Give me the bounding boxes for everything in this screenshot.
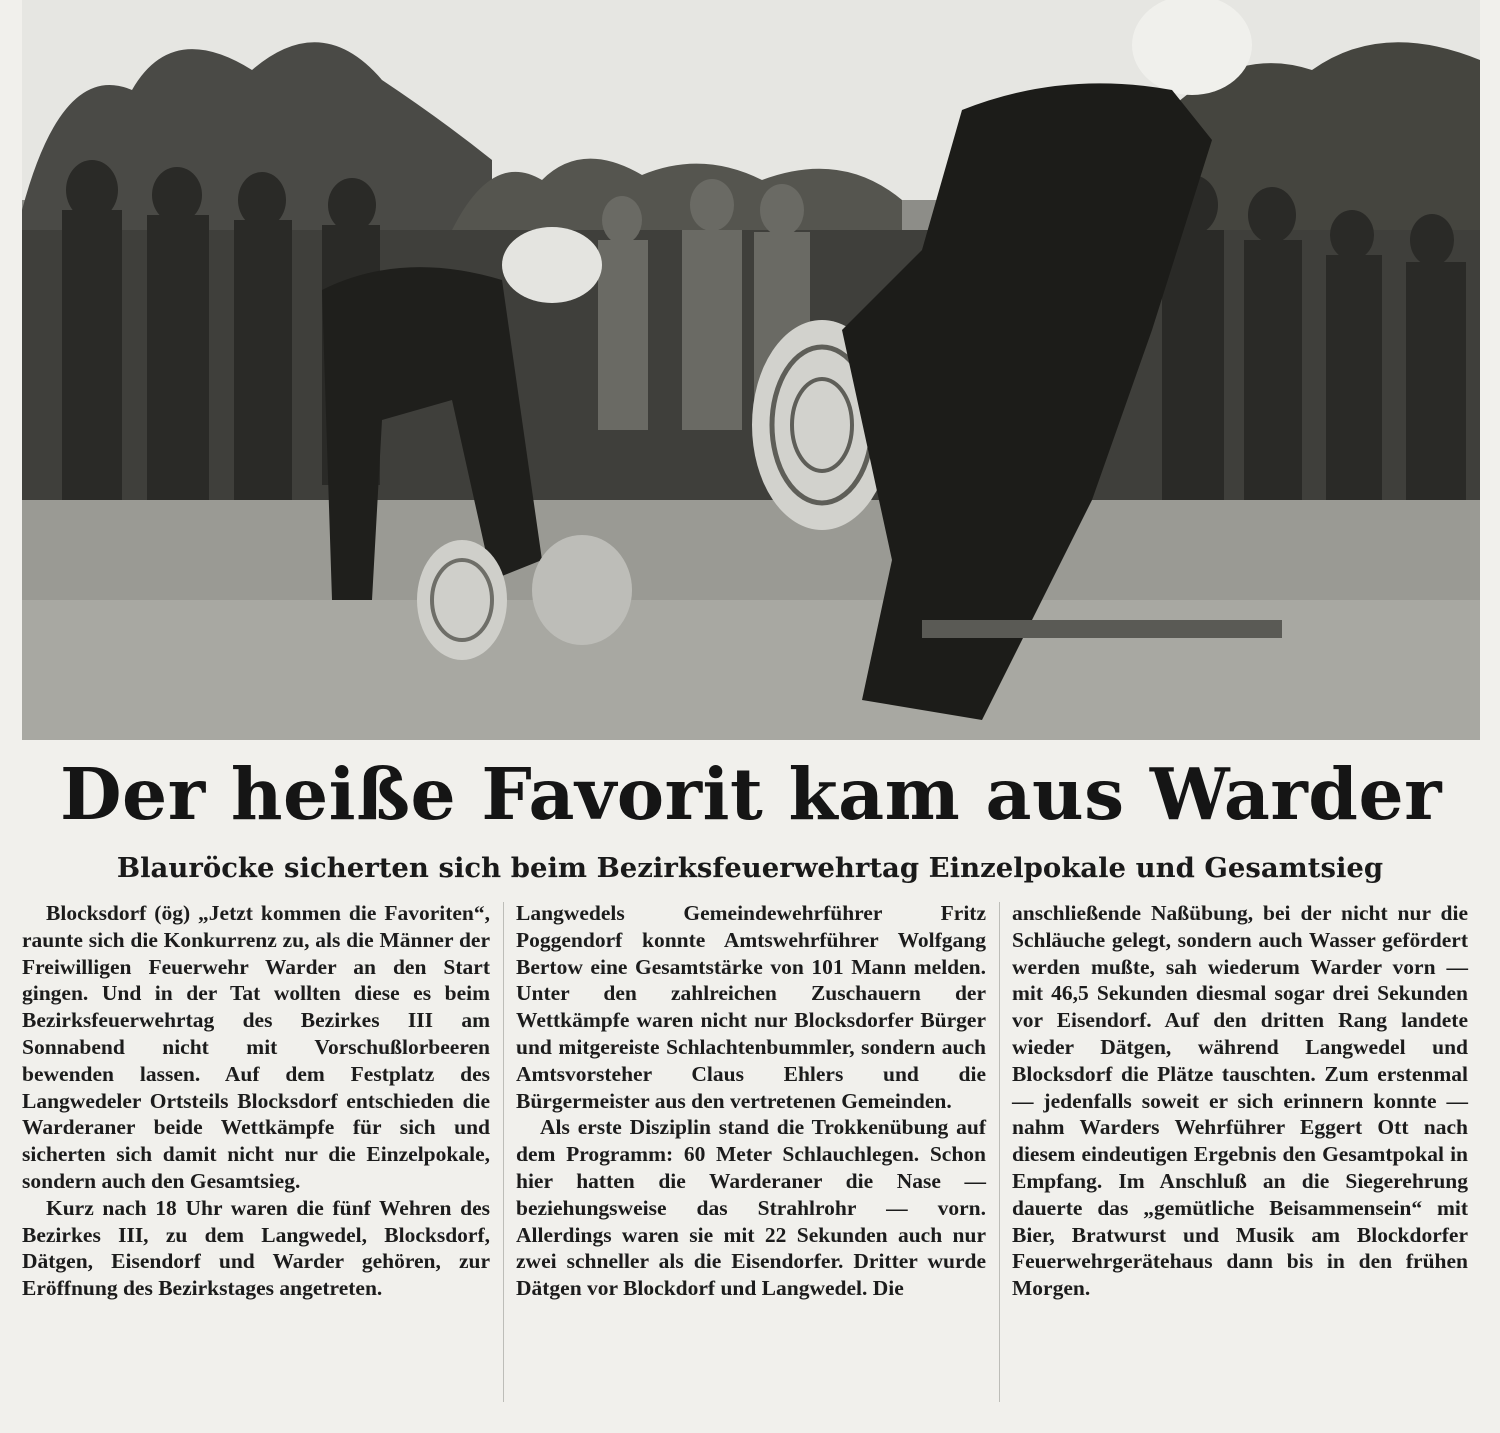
article-column-2 [516, 900, 986, 1302]
article-headline: Der heiße Favorit kam aus Warder [59, 752, 1443, 836]
column-divider [999, 902, 1000, 1402]
column-2-paragraph-2: Als erste Disziplin stand die Trokkenübung auf dem Programm: 60 Meter Schlauchlegen. Schon hier hatten die Warderaner die Nase — beziehungsweise das Strahlrohr — vorn. Allerdings waren sie mit 22 Sekunden auch nur zwei schneller als die Eisendorfer. Dritter wurde Dätgen vor Blockdorf und Langwedel. Die [516, 1115, 986, 1301]
news-photo [22, 0, 1480, 740]
column-1-paragraph-2: Kurz nach 18 Uhr waren die fünf Wehren des Bezirkes III, zu dem Langwedel, Blocksdorf, Dätgen, Eisendorf und Warder gehören, zur Eröffnung des Bezirkstages angetreten. [22, 1195, 490, 1301]
article-column-1 [22, 900, 490, 1302]
column-3-paragraph-1: anschließende Naßübung, bei der nicht nur die Schläuche gelegt, sondern auch Wasser gefördert werden mußte, sah wiederum Warder vorn — mit 46,5 Sekunden diesmal sogar drei Sekunden vor Eisendorf. Auf den dritten Rang landete wieder Dätgen, während Langwedel und Blocksdorf die Plätze tauschten. Zum erstenmal — jedenfalls soweit er sich erinnern konnte — nahm Warders Wehrführer Eggert Ott nach diesem eindeutigen Ergebnis den Gesamtpokal in Empfang. Im Anschluß an die Siegerehrung dauerte das „gemütliche Beisammensein“ mit Bier, Bratwurst und Musik am Blockdorfer Feuerwehrgerätehaus dann bis in den frühen Morgen. [1012, 901, 1468, 1301]
column-divider [503, 902, 504, 1402]
photo-illustration [22, 0, 1480, 740]
column-1-paragraph-1: Blocksdorf (ög) „Jetzt kommen die Favoriten“, raunte sich die Konkurrenz zu, als die Männer der Freiwilligen Feuerwehr Warder an den Start gingen. Und in der Tat wollten diese es beim Bezirksfeuerwehrtag des Bezirkes III am Sonnabend nicht mit Vorschußlorbeeren bewenden lassen. Auf dem Festplatz des Langwedeler Ortsteils Blocksdorf entschieden die Warderaner beide Wettkämpfe für sich und sicherten sich damit nicht nur die Einzelpokale, sondern auch den Gesamtsieg. [22, 901, 490, 1193]
column-2-paragraph-1: Langwedels Gemeindewehrführer Fritz Poggendorf konnte Amtswehrführer Wolfgang Bertow eine Gesamtstärke von 101 Mann melden. Unter den zahlreichen Zuschauern der Wettkämpfe waren nicht nur Blocksdorfer Bürger und mitgereiste Schlachtenbummler, sondern auch Amtsvorsteher Claus Ehlers und die Bürgermeister aus den vertretenen Gemeinden. [516, 901, 986, 1113]
article-subheadline: Blauröcke sicherten sich beim Bezirksfeuerwehrtag Einzelpokale und Gesamtsieg [116, 852, 1384, 884]
article-column-3 [1012, 900, 1468, 1302]
